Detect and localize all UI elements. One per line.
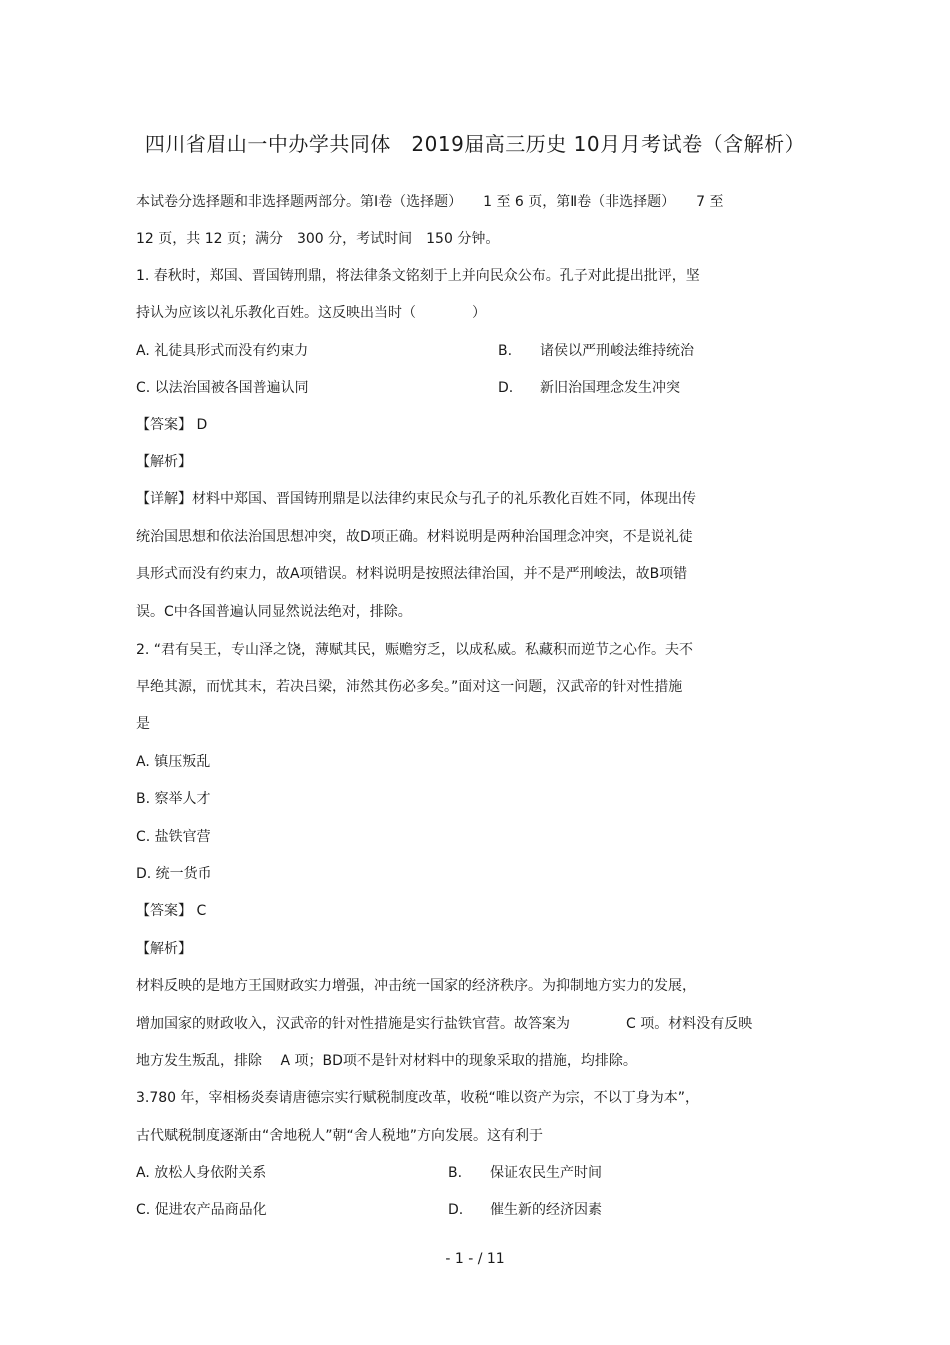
q2-detail-line-3: 地方发生叛乱，排除 A 项；BD项不是针对材料中的现象采取的措施，均排除。 xyxy=(136,1053,637,1069)
q1-option-a: A. 礼徒具形式而没有约束力 xyxy=(136,343,309,359)
q3-option-a: A. 放松人身依附关系 xyxy=(136,1165,267,1181)
q1-detail-line-2: 统治国思想和依法治国思想冲突，故D项正确。材料说明是两种治国理念冲突，不是说礼徒 xyxy=(136,529,693,545)
q1-options-row-1 xyxy=(136,341,836,361)
q2-option-d: D. 统一货币 xyxy=(136,866,212,882)
q2-stem-line-3: 是 xyxy=(136,716,150,732)
q2-answer: 【答案】 C xyxy=(136,903,207,919)
q1-answer: 【答案】 D xyxy=(136,417,208,433)
q3-option-d-text: 催生新的经济因素 xyxy=(490,1202,602,1218)
q1-detail-line-4: 误。C中各国普遍认同显然说法绝对，排除。 xyxy=(136,604,412,620)
q1-option-b-label: B. xyxy=(498,343,513,359)
q1-option-b-text: 诸侯以严刑峻法维持统治 xyxy=(540,343,694,359)
q2-option-a: A. 镇压叛乱 xyxy=(136,754,211,770)
q3-stem-line-1: 3.780 年，宰相杨炎奏请唐德宗实行赋税制度改革，收税“唯以资产为宗，不以丁身为本”， xyxy=(136,1090,700,1106)
q3-option-b-label: B. xyxy=(448,1165,463,1181)
q2-analysis-label: 【解析】 xyxy=(136,941,192,957)
q3-options-row-2 xyxy=(136,1200,836,1220)
q3-option-c: C. 促进农产品商品化 xyxy=(136,1202,267,1218)
q2-option-b: B. 察举人才 xyxy=(136,791,211,807)
q2-stem-line-2: 早绝其源，而忧其末，若决吕梁，沛然其伤必多矣。”面对这一问题，汉武帝的针对性措施 xyxy=(136,679,683,695)
q2-detail-line-2: 增加国家的财政收入，汉武帝的针对性措施是实行盐铁官营。故答案为 C 项。材料没有反映 xyxy=(136,1016,753,1032)
q3-stem-line-2: 古代赋税制度逐渐由“舍地税人”朝“舍人税地”方向发展。这有利于 xyxy=(136,1128,544,1144)
q2-option-c: C. 盐铁官营 xyxy=(136,829,211,845)
q3-options-row-1 xyxy=(136,1163,836,1183)
q1-options-row-2 xyxy=(136,378,836,398)
q1-option-d-label: D. xyxy=(498,380,514,396)
q1-stem-line-2: 持认为应该以礼乐教化百姓。这反映出当时（ ） xyxy=(136,305,486,321)
q1-detail-line-1: 【详解】材料中郑国、晋国铸刑鼎是以法律约束民众与孔子的礼乐教化百姓不同，体现出传 xyxy=(136,491,696,507)
q1-option-d-text: 新旧治国理念发生冲突 xyxy=(540,380,680,396)
q1-detail-line-3: 具形式而没有约束力，故A项错误。材料说明是按照法律治国，并不是严刑峻法，故B项错 xyxy=(136,566,688,582)
q3-option-b-text: 保证农民生产时间 xyxy=(490,1165,602,1181)
intro-line-1: 本试卷分选择题和非选择题两部分。第Ⅰ卷（选择题） 1 至 6 页，第Ⅱ卷（非选择题） 7 至 xyxy=(136,194,724,210)
q2-detail-line-1: 材料反映的是地方王国财政实力增强，冲击统一国家的经济秩序。为抑制地方实力的发展， xyxy=(136,978,696,994)
page-title: 四川省眉山一中办学共同体 2019届高三历史 10月月考试卷（含解析） xyxy=(144,132,806,156)
q2-stem-line-1: 2. “君有吴王，专山泽之饶，薄赋其民，赈赡穷乏，以成私威。私藏积而逆节之心作。夫不 xyxy=(136,642,694,658)
page-number: - 1 - / 11 xyxy=(445,1251,505,1267)
q1-option-c: C. 以法治国被各国普遍认同 xyxy=(136,380,309,396)
q3-option-d-label: D. xyxy=(448,1202,464,1218)
q1-analysis-label: 【解析】 xyxy=(136,454,192,470)
q1-stem-line-1: 1. 春秋时，郑国、晋国铸刑鼎，将法律条文铭刻于上并向民众公布。孔子对此提出批评，坚 xyxy=(136,268,700,284)
intro-line-2: 12 页，共 12 页；满分 300 分，考试时间 150 分钟。 xyxy=(136,231,500,247)
